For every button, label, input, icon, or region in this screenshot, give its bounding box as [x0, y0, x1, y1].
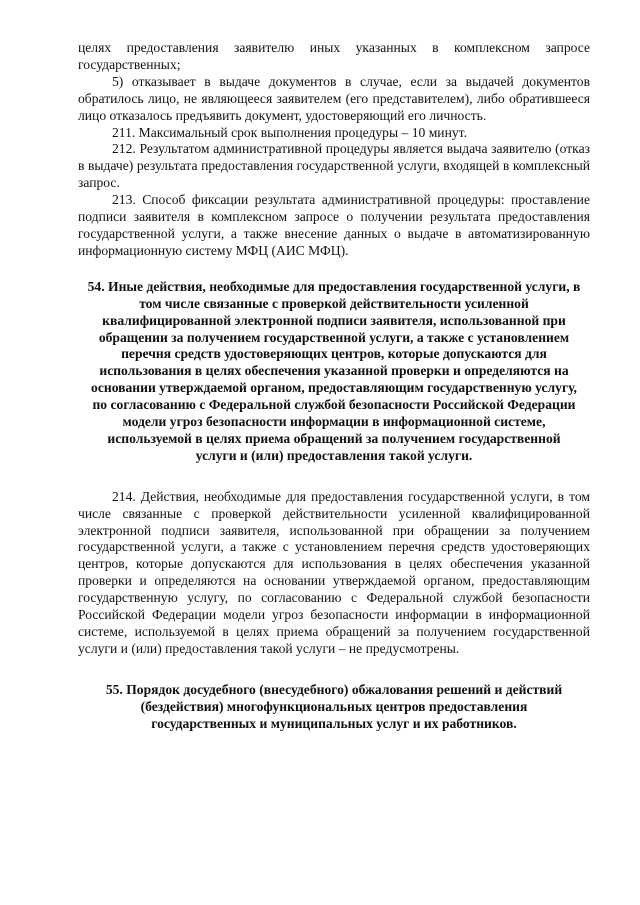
paragraph-214: 214. Действия, необходимые для предоставления государственной услуги, в том числе связанные с проверкой действительности усиленной квалифицированной электронной подписи заявителя, использованной при обращении за получением государственной услуги, а также с установлением перечня средств удостоверяющих центров, которые допускаются для использования в целях обеспечения указанной проверки и определяются на основании утверждаемой органом, предоставляющим государственную услугу, по согласованию с Федеральной службой безопасности Российской Федерации модели угроз безопасности информации в информационной системе, используемой в целях приема обращений за получением государственной услуги и (или) предоставления такой услуги – не предусмотрены.: [78, 488, 590, 656]
paragraph-continuation: целях предоставления заявителю иных указанных в комплексном запросе государственных;: [78, 40, 590, 72]
paragraph-item-5: 5) отказывает в выдаче документов в случае, если за выдачей документов обратилось лицо, не являющееся заявителем (его представителем), либо обратившееся лицо отказалось предъявить документ, удостоверяющий его личность.: [78, 73, 590, 123]
section-heading-54: 54. Иные действия, необходимые для предоставления государственной услуги, в том числе связанные с проверкой действительности усиленной квалифицированной электронной подписи заявителя, использованной при обращении за получением государственной услуги, а также с установлением перечня средств удостоверяющих центров, которые допускаются для использования в целях обеспечения указанной проверки и определяются на основании утверждаемой органом, предоставляющим государственную услугу, по согласованию с Федеральной службой безопасности Российской Федерации модели угроз безопасности информации в информационной системе, используемой в целях приема обращений за получением государственной услуги и (или) предоставления такой услуги.: [87, 278, 581, 463]
paragraph-213: 213. Способ фиксации результата административной процедуры: проставление подписи заявителя в комплексном запросе о получении результата предоставления государственной услуги, а также внесение данных о выдаче в автоматизированную информационную систему МФЦ (АИС МФЦ).: [78, 192, 590, 258]
section-heading-55: 55. Порядок досудебного (внесудебного) обжалования решений и действий (бездействия) многофункциональных центров предоставления государственных и муниципальных услуг и их работников.: [105, 681, 563, 731]
paragraph-211: 211. Максимальный срок выполнения процедуры – 10 минут.: [112, 124, 467, 140]
paragraph-212: 212. Результатом административной процедуры является выдача заявителю (отказ в выдаче) результата предоставления государственной услуги, входящей в комплексный запрос.: [78, 141, 590, 191]
